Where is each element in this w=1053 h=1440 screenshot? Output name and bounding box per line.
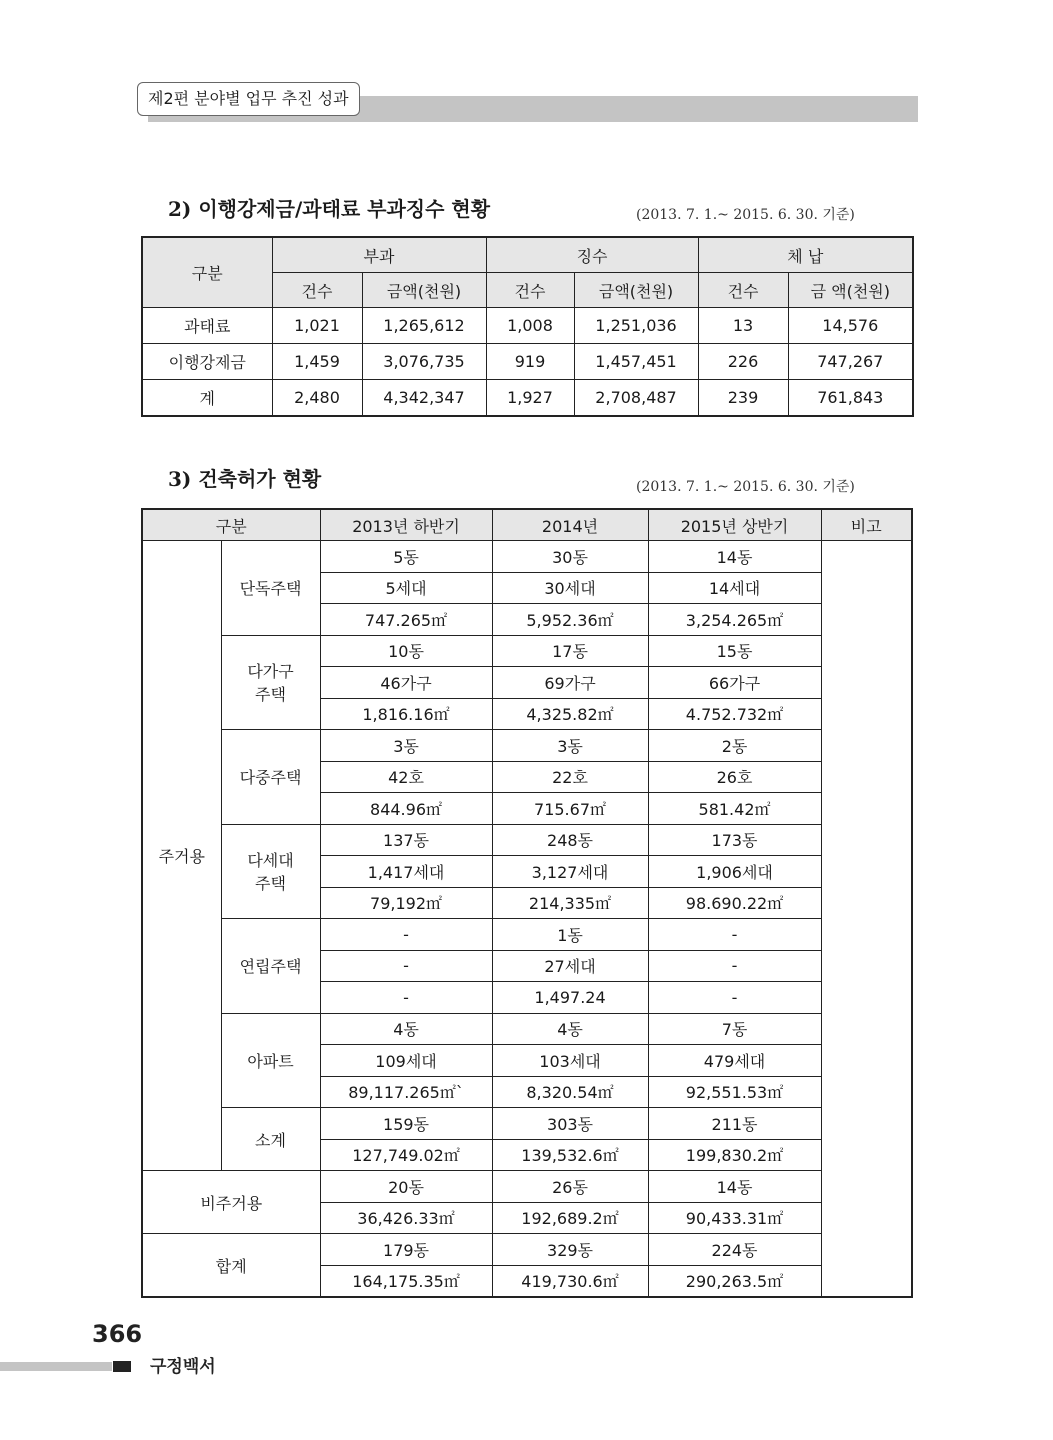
- table-cell: 1동: [492, 919, 648, 951]
- table-cell: 844.96㎡: [320, 793, 492, 825]
- page-number: 366: [92, 1320, 143, 1348]
- table-cell: 715.67㎡: [492, 793, 648, 825]
- table-cell: 22호: [492, 761, 648, 793]
- section2-period: (2013. 7. 1.~ 2015. 6. 30. 기준): [636, 207, 855, 223]
- category-non-residential: 비주거용: [142, 1171, 320, 1234]
- table-row: [142, 308, 913, 344]
- book-title: 구정백서: [150, 1357, 216, 1377]
- table-row: [142, 1108, 912, 1140]
- table-cell: 4,325.82㎡: [492, 698, 648, 730]
- table-row: [142, 730, 912, 762]
- table-cell: 5세대: [320, 572, 492, 604]
- category-total: 합계: [142, 1234, 320, 1298]
- table-row: [142, 635, 912, 667]
- header-remarks: 비고: [821, 509, 912, 541]
- table-cell: 109세대: [320, 1045, 492, 1077]
- section2-title: 2) 이행강제금/과태료 부과징수 현황: [168, 197, 491, 221]
- row-label: 과태료: [142, 308, 272, 344]
- table-row: [142, 1234, 912, 1266]
- header-levy: 부과: [272, 237, 486, 273]
- table-cell: 1,417세대: [320, 856, 492, 888]
- table-cell: 1,497.24: [492, 982, 648, 1014]
- table-cell: -: [320, 950, 492, 982]
- table-cell: 1,265,612: [362, 308, 486, 344]
- table-cell: 127,749.02㎡: [320, 1139, 492, 1171]
- subheader: 건수: [272, 273, 362, 308]
- table-cell: 1,816.16㎡: [320, 698, 492, 730]
- table-cell: 98.690.22㎡: [648, 887, 821, 919]
- subcategory-label: 단독주택: [221, 541, 320, 636]
- table-cell: -: [320, 919, 492, 951]
- table-row: [142, 919, 912, 951]
- table-cell: 173동: [648, 824, 821, 856]
- table-cell: 1,008: [486, 308, 574, 344]
- subheader: 금액(천원): [362, 273, 486, 308]
- table-cell: 3동: [492, 730, 648, 762]
- table-cell: -: [648, 919, 821, 951]
- table-cell: 103세대: [492, 1045, 648, 1077]
- subcategory-label: 소계: [221, 1108, 320, 1171]
- table-cell: 42호: [320, 761, 492, 793]
- table-cell: 4.752.732㎡: [648, 698, 821, 730]
- table-cell: 1,457,451: [574, 344, 698, 380]
- table-cell: -: [648, 950, 821, 982]
- table-cell: 2,708,487: [574, 380, 698, 417]
- table-cell: 3,127세대: [492, 856, 648, 888]
- table-cell: 4,342,347: [362, 380, 486, 417]
- table-cell: 66가구: [648, 667, 821, 699]
- table-cell: 211동: [648, 1108, 821, 1140]
- table-cell: 20동: [320, 1171, 492, 1203]
- table-cell: 8,320.54㎡: [492, 1076, 648, 1108]
- table-cell: 27세대: [492, 950, 648, 982]
- table-cell: 14,576: [788, 308, 913, 344]
- table-cell: 17동: [492, 635, 648, 667]
- subheader: 건수: [698, 273, 788, 308]
- table-cell: 1,251,036: [574, 308, 698, 344]
- row-label: 이행강제금: [142, 344, 272, 380]
- footer-marker: [113, 1361, 131, 1372]
- table-cell: 26호: [648, 761, 821, 793]
- table-cell: 26동: [492, 1171, 648, 1203]
- table-cell: -: [648, 982, 821, 1014]
- remarks-cell: [821, 541, 912, 1298]
- table-cell: 5동: [320, 541, 492, 573]
- fine-collection-table: [141, 236, 914, 417]
- table-cell: 36,426.33㎡: [320, 1202, 492, 1234]
- header-category: 구분: [142, 509, 320, 541]
- header-2015h1: 2015년 상반기: [648, 509, 821, 541]
- table-cell: 290,263.5㎡: [648, 1265, 821, 1297]
- row-label: 계: [142, 380, 272, 417]
- table-row: [142, 824, 912, 856]
- table-cell: 3동: [320, 730, 492, 762]
- header-2014: 2014년: [492, 509, 648, 541]
- table-cell: 4동: [492, 1013, 648, 1045]
- table-cell: 46가구: [320, 667, 492, 699]
- table-cell: 7동: [648, 1013, 821, 1045]
- table-cell: 79,192㎡: [320, 887, 492, 919]
- table-cell: 89,117.265㎡`: [320, 1076, 492, 1108]
- building-permit-table: [141, 508, 913, 1298]
- table-cell: 303동: [492, 1108, 648, 1140]
- subcategory-label: 아파트: [221, 1013, 320, 1108]
- table-cell: 10동: [320, 635, 492, 667]
- table-cell: 199,830.2㎡: [648, 1139, 821, 1171]
- table-cell: 581.42㎡: [648, 793, 821, 825]
- table-row: [142, 541, 912, 573]
- table-cell: 30동: [492, 541, 648, 573]
- table-cell: 14동: [648, 1171, 821, 1203]
- table-cell: 761,843: [788, 380, 913, 417]
- table-row: [142, 344, 913, 380]
- table-cell: 248동: [492, 824, 648, 856]
- table-cell: 329동: [492, 1234, 648, 1266]
- table-cell: 2동: [648, 730, 821, 762]
- table-cell: 5,952.36㎡: [492, 604, 648, 636]
- table-cell: 137동: [320, 824, 492, 856]
- subcategory-label: 다가구 주택: [221, 635, 320, 730]
- table-cell: -: [320, 982, 492, 1014]
- subcategory-label: 연립주택: [221, 919, 320, 1014]
- subheader: 건수: [486, 273, 574, 308]
- table-cell: 14세대: [648, 572, 821, 604]
- subheader: 금액(천원): [574, 273, 698, 308]
- table-cell: 919: [486, 344, 574, 380]
- header-category: 구분: [142, 237, 272, 308]
- table-cell: 90,433.31㎡: [648, 1202, 821, 1234]
- table-cell: 419,730.6㎡: [492, 1265, 648, 1297]
- table-cell: 30세대: [492, 572, 648, 604]
- table-cell: 15동: [648, 635, 821, 667]
- header-2013h2: 2013년 하반기: [320, 509, 492, 541]
- table-cell: 192,689.2㎡: [492, 1202, 648, 1234]
- table-cell: 224동: [648, 1234, 821, 1266]
- subheader: 금 액(천원): [788, 273, 913, 308]
- table-cell: 92,551.53㎡: [648, 1076, 821, 1108]
- table-cell: 1,459: [272, 344, 362, 380]
- footer-bar: [0, 1362, 112, 1371]
- table-cell: 4동: [320, 1013, 492, 1045]
- table-cell: 1,021: [272, 308, 362, 344]
- subcategory-label: 다중주택: [221, 730, 320, 825]
- table-cell: 69가구: [492, 667, 648, 699]
- section3-title: 3) 건축허가 현황: [168, 467, 322, 491]
- subcategory-label: 다세대 주택: [221, 824, 320, 919]
- table-cell: 2,480: [272, 380, 362, 417]
- table-cell: 747,267: [788, 344, 913, 380]
- table-cell: 164,175.35㎡: [320, 1265, 492, 1297]
- table-row: [142, 380, 913, 417]
- chapter-tab: 제2편 분야별 업무 추진 성과: [137, 82, 360, 116]
- table-row: [142, 1171, 912, 1203]
- table-cell: 14동: [648, 541, 821, 573]
- table-cell: 1,906세대: [648, 856, 821, 888]
- table-cell: 13: [698, 308, 788, 344]
- table-cell: 3,254.265㎡: [648, 604, 821, 636]
- table-cell: 179동: [320, 1234, 492, 1266]
- table-cell: 747.265㎡: [320, 604, 492, 636]
- table-cell: 1,927: [486, 380, 574, 417]
- table-cell: 479세대: [648, 1045, 821, 1077]
- header-collection: 징수: [486, 237, 698, 273]
- section3-period: (2013. 7. 1.~ 2015. 6. 30. 기준): [636, 479, 855, 495]
- table-cell: 239: [698, 380, 788, 417]
- table-cell: 3,076,735: [362, 344, 486, 380]
- table-cell: 214,335㎡: [492, 887, 648, 919]
- table-row: [142, 1013, 912, 1045]
- category-residential: 주거용: [142, 541, 221, 1171]
- table-cell: 159동: [320, 1108, 492, 1140]
- table-cell: 139,532.6㎡: [492, 1139, 648, 1171]
- header-arrears: 체 납: [698, 237, 913, 273]
- table-cell: 226: [698, 344, 788, 380]
